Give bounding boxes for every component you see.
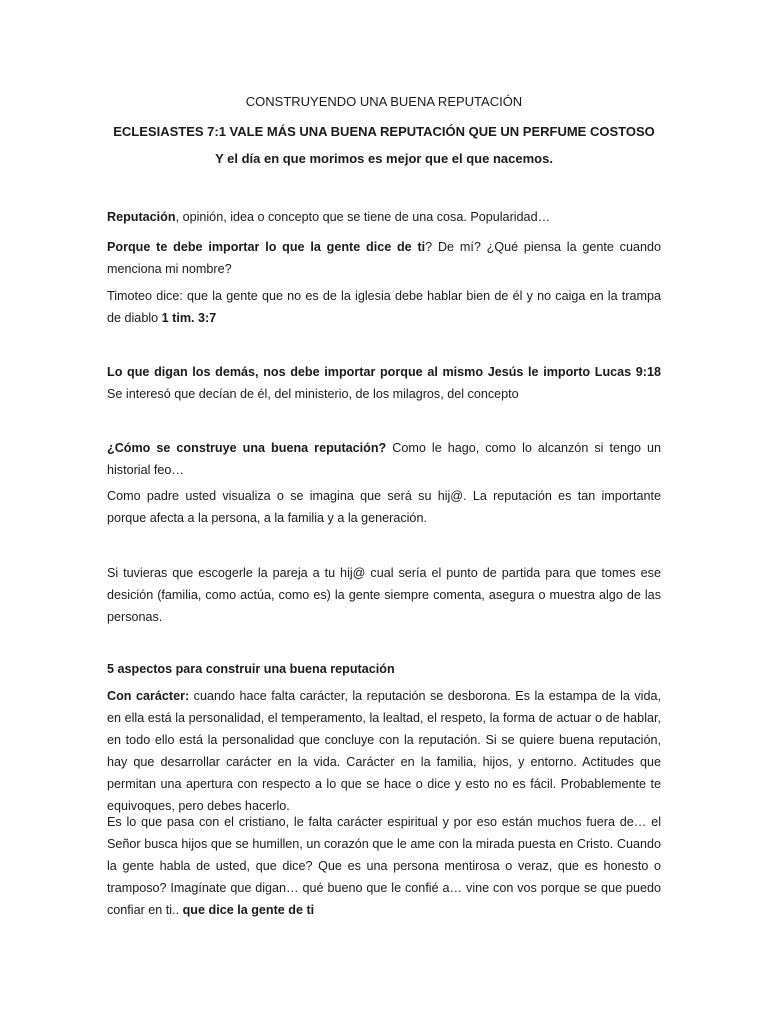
paragraph-bold: Reputación (107, 210, 176, 224)
paragraph-bold: ¿Cómo se construye una buena reputación? (107, 441, 387, 455)
paragraph-bold: que dice la gente de ti (182, 903, 315, 917)
paragraph-question (107, 236, 661, 280)
paragraph-how (107, 437, 661, 481)
verse-heading: ECLESIASTES 7:1 VALE MÁS UNA BUENA REPUTACIÓN QUE UN PERFUME COSTOSO (113, 124, 655, 139)
paragraph-character (107, 685, 661, 817)
paragraph-reference: Lucas 9:18 (594, 365, 662, 379)
section-heading (107, 658, 661, 680)
paragraph-timoteo (107, 285, 661, 329)
paragraph-text: Como le hago, como lo alcanzón si tengo un historial feo… (107, 441, 662, 477)
paragraph-christian (107, 811, 661, 921)
paragraph-bold: 5 aspectos para construir una buena reputación (107, 662, 395, 676)
paragraph-text: , opinión, idea o concepto que se tiene de una cosa. Popularidad… (175, 210, 551, 224)
paragraph-bold: Con carácter: (107, 689, 190, 703)
paragraph-text: Se interesó que decían de él, del ministerio, de los milagros, del concepto (107, 387, 519, 401)
paragraph-text: ? De mí? ¿Qué piensa la gente cuando menciona mi nombre? (107, 240, 661, 276)
paragraph-bold: 1 tim. 3:7 (161, 311, 217, 325)
verse-continuation: Y el día en que morimos es mejor que el que nacemos. (215, 151, 553, 166)
paragraph-definition (107, 206, 661, 228)
paragraph-partner: Si tuvieras que escogerle la pareja a tu hij@ cual sería el punto de partida para que tomes ese desición (familia, como actúa, como es) la gente siempre comenta, asegura o muestra algo de las personas. (107, 566, 661, 624)
document-title: CONSTRUYENDO UNA BUENA REPUTACIÓN (245, 94, 523, 109)
paragraph-text: cuando hace falta carácter, la reputación se desborona. Es la estampa de la vida, en ella está la personalidad, el temperamento, la lealtad, el respeto, la forma de actuar o de hablar, en todo ello está la personalidad que concluye con la reputación. Si se quiere buena reputación, hay que desarrollar carácter en la vida. Carácter en la familia, hijos, y entorno. Actitudes que permitan una apertura con respecto a lo que se hace o dice y esto no es fácil. Probablemente te equivoques, pero debes hacerlo. (107, 689, 661, 813)
paragraph-bold: Lo que digan los demás, nos debe importar porque al mismo Jesús le importo (107, 365, 591, 379)
paragraph-text: Es lo que pasa con el cristiano, le falta carácter espiritual y por eso están muchos fuera de… el Señor busca hijos que se humillen, un corazón que le ame con la mirada puesta en Cristo. Cuando la gente habla de usted, que dice? Que es una persona mentirosa o veraz, que es honesto o tramposo? Imagínate que digan… qué bueno que le confié a… vine con vos porque se que puedo confiar en ti.. (107, 815, 661, 917)
paragraph-bold: Porque te debe importar lo que la gente dice de ti (107, 240, 426, 254)
paragraph-text: Timoteo dice: que la gente que no es de la iglesia debe hablar bien de él y no caiga en la trampa de diablo (107, 289, 661, 325)
paragraph-parent: Como padre usted visualiza o se imagina que será su hij@. La reputación es tan importante porque afecta a la persona, a la familia y a la generación. (107, 489, 661, 525)
paragraph-jesus (107, 361, 661, 405)
